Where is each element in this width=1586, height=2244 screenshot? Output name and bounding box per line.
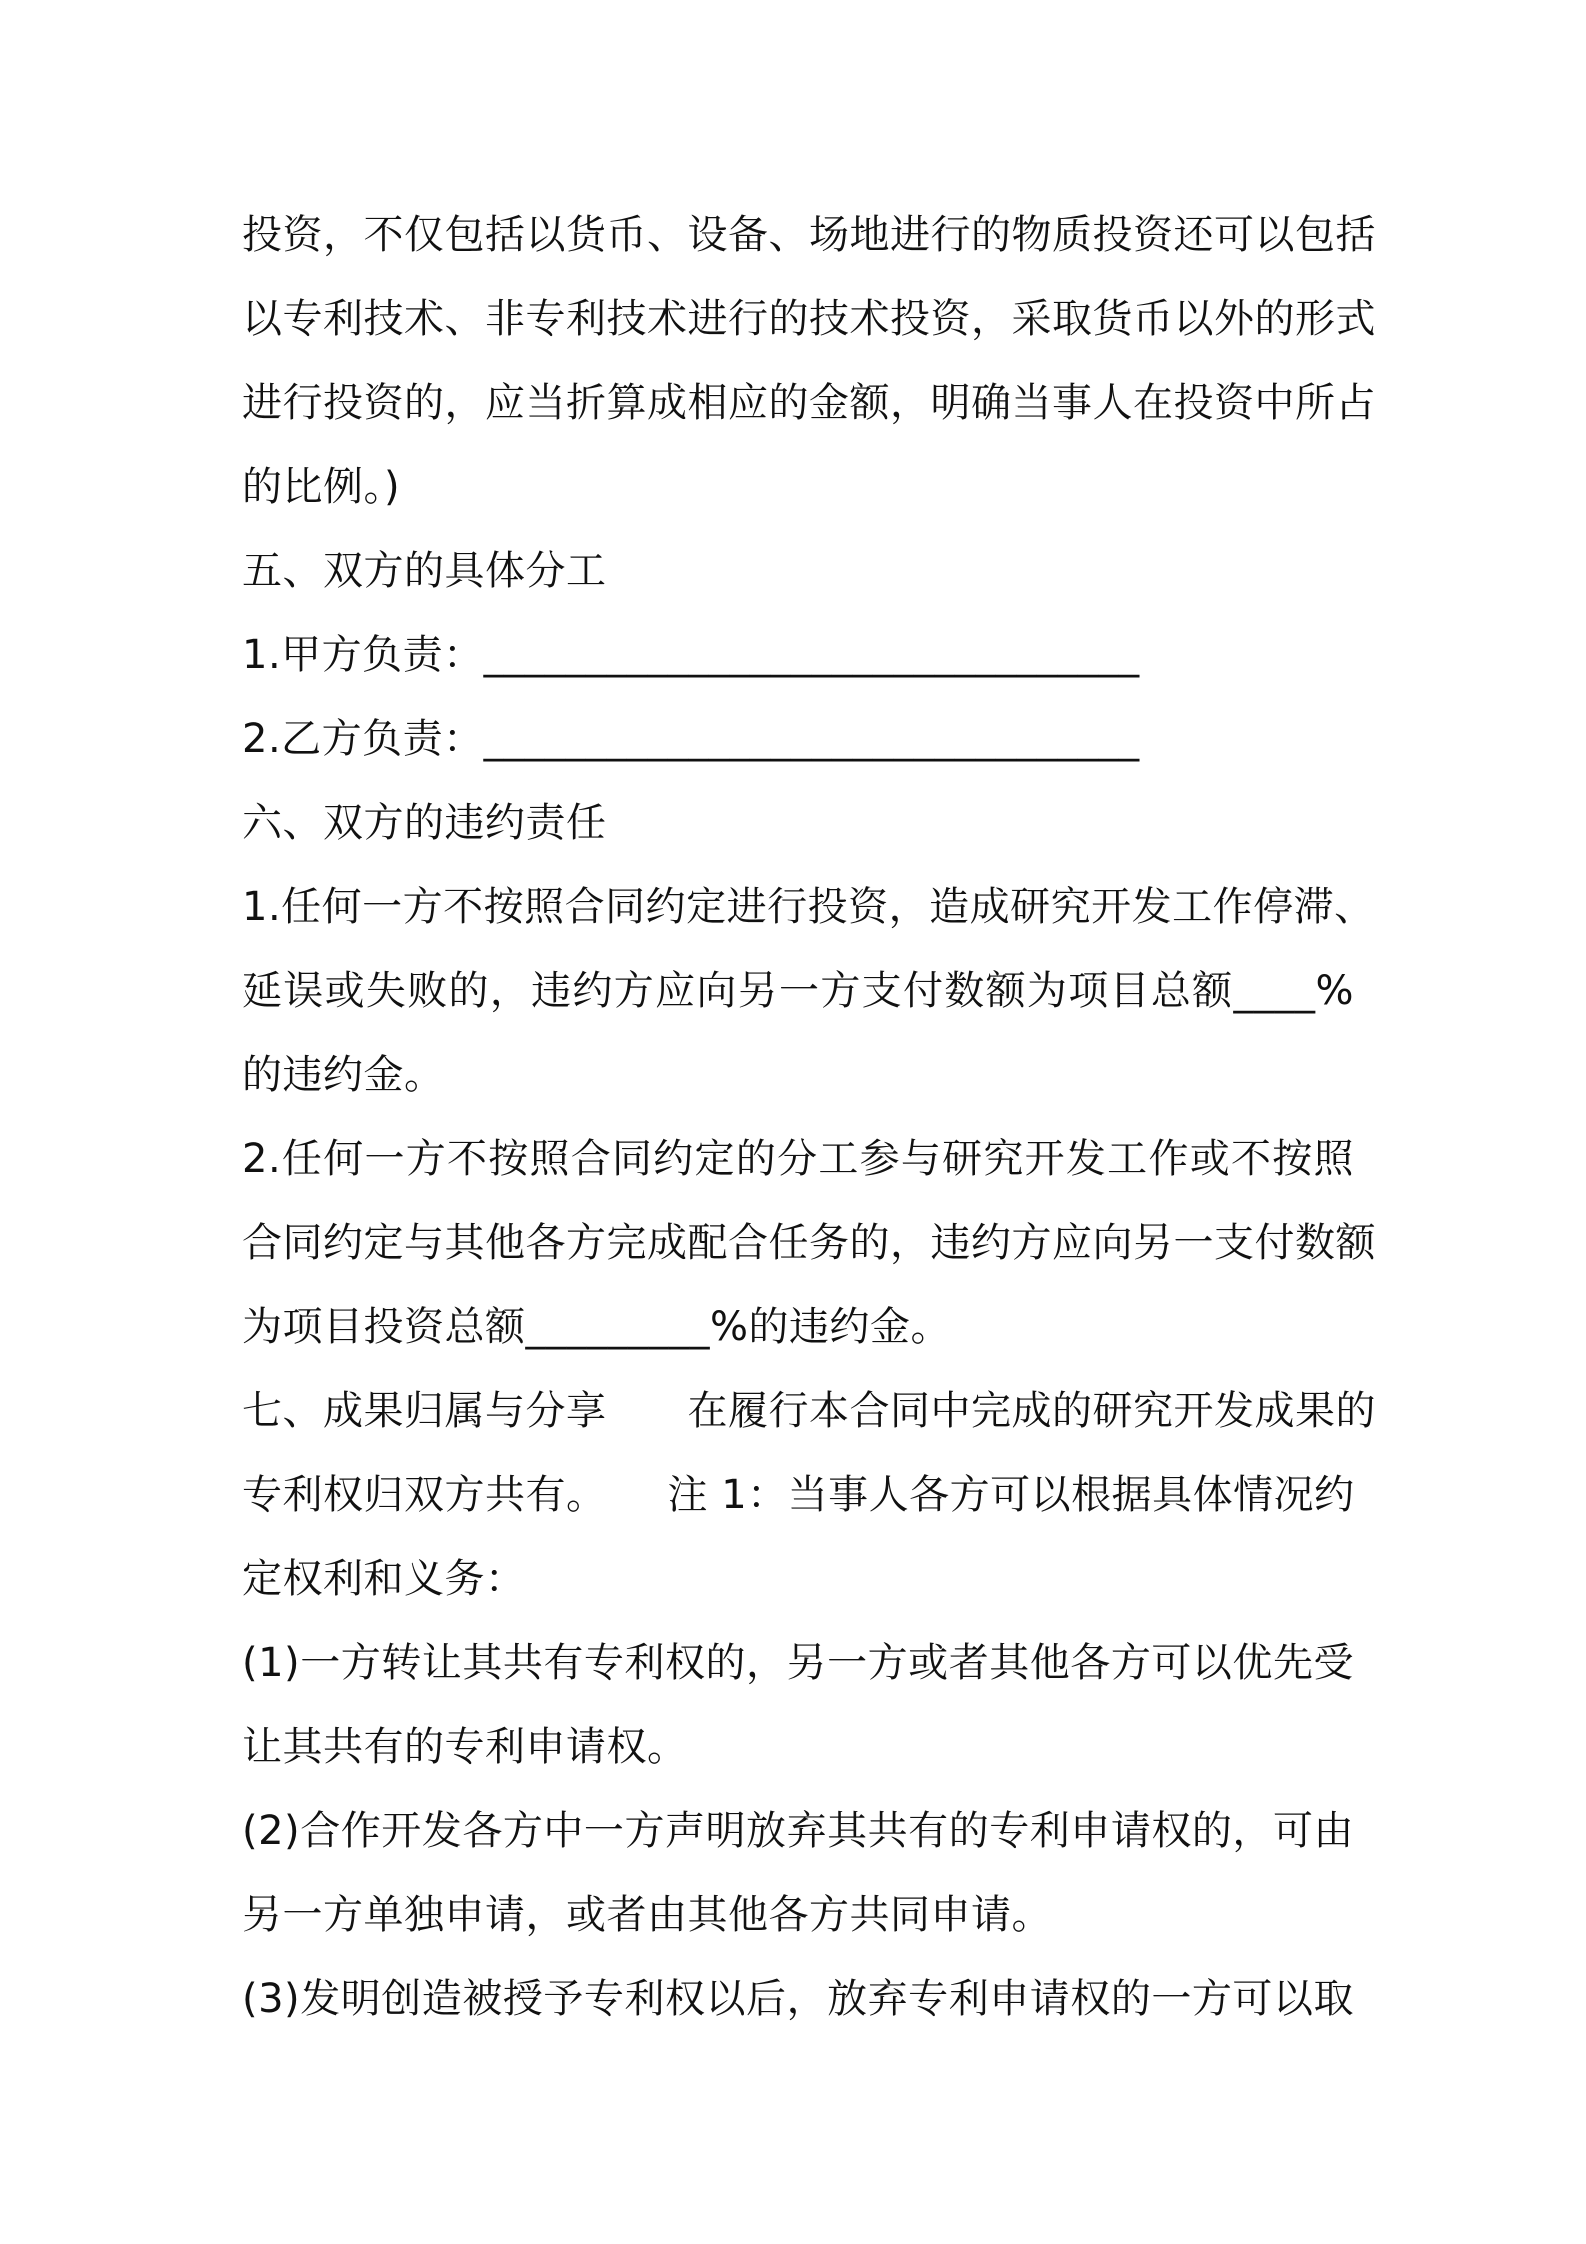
text-line: 以专利技术、非专利技术进行的技术投资，采取货币以外的形式 [242,296,1376,342]
list-item: (3)发明创造被授予专利权以后，放弃专利申请权的一方可以取 [242,1976,1354,2022]
section-heading: 七、成果归属与分享 在履行本合同中完成的研究开发成果的 [242,1388,1376,1434]
text-line: 的比例。) [242,464,401,510]
text-line: 让其共有的专利申请权。 [242,1724,688,1770]
text-line: 合同约定与其他各方完成配合任务的，违约方应向另一支付数额 [242,1220,1376,1266]
section-heading: 六、双方的违约责任 [242,800,607,846]
fill-in-line: 1.甲方负责：________________________________ [242,632,1140,678]
text-line: 投资，不仅包括以货币、设备、场地进行的物质投资还可以包括 [242,212,1376,258]
text-line: 进行投资的，应当折算成相应的金额，明确当事人在投资中所占 [242,380,1376,426]
text-line: 1.任何一方不按照合同约定进行投资，造成研究开发工作停滞、 [242,884,1375,930]
list-item: (2)合作开发各方中一方声明放弃其共有的专利申请权的，可由 [242,1808,1354,1854]
list-item: (1)一方转让其共有专利权的，另一方或者其他各方可以优先受 [242,1640,1354,1686]
text-line: 专利权归双方共有。 注 1：当事人各方可以根据具体情况约 [242,1472,1355,1518]
text-line: 2.任何一方不按照合同约定的分工参与研究开发工作或不按照 [242,1136,1354,1182]
text-line: 的违约金。 [242,1052,445,1098]
section-heading: 五、双方的具体分工 [242,548,607,594]
document-body [242,193,1376,2041]
text-line: 延误或失败的，违约方应向另一方支付数额为项目总额____% [242,968,1354,1014]
text-line: 为项目投资总额_________%的违约金。 [242,1304,952,1350]
text-line: 另一方单独申请，或者由其他各方共同申请。 [242,1892,1052,1938]
fill-in-line: 2.乙方负责：________________________________ [242,716,1140,762]
text-line: 定权利和义务： [242,1556,526,1602]
